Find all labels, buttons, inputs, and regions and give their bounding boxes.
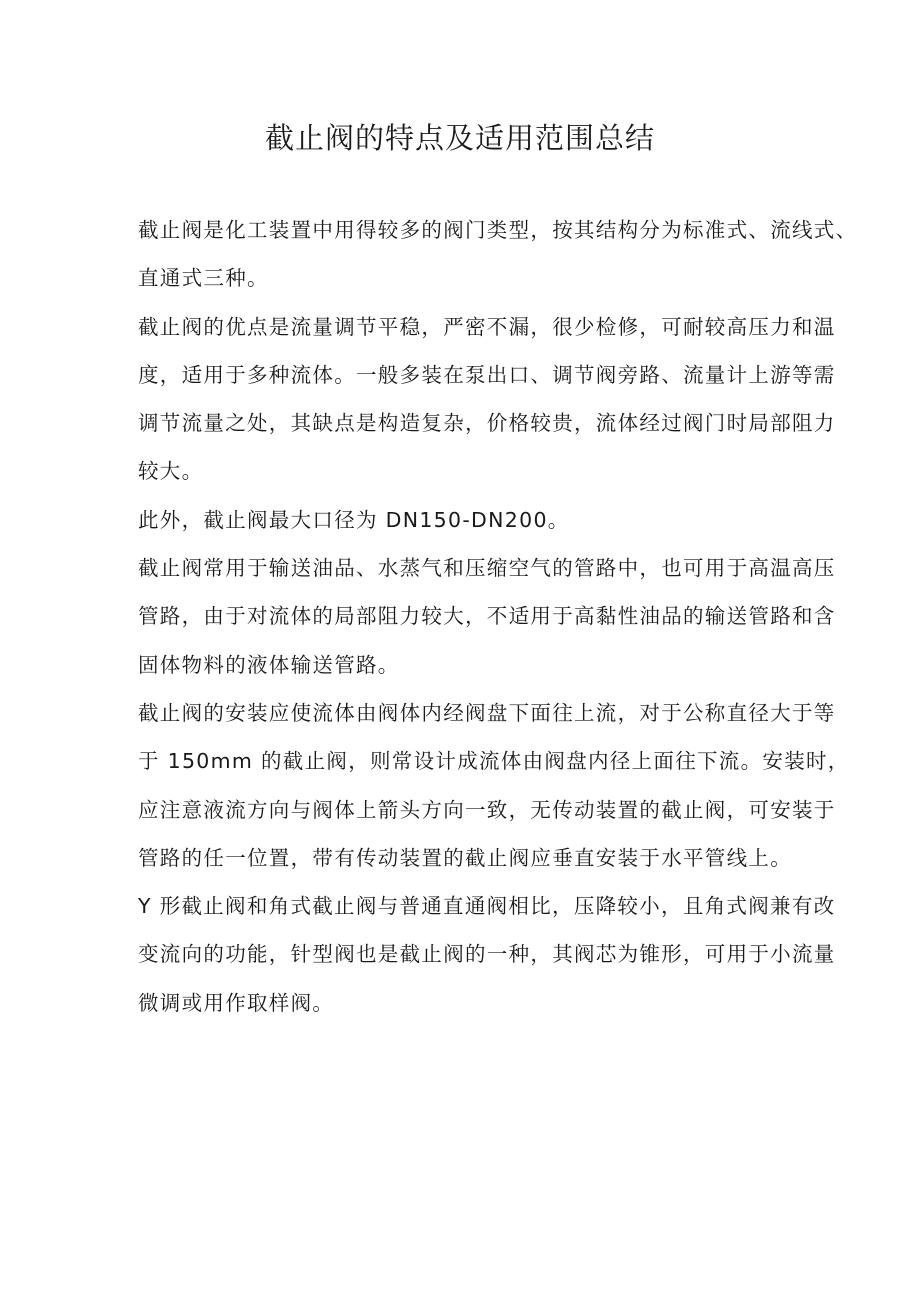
paragraph-line: 较大。 [138,459,204,484]
document-body [138,206,858,1027]
paragraph-line: 应注意液流方向与阀体上箭头方向一致，无传动装置的截止阀，可安装于 [138,797,836,822]
paragraph-line: 管路的任一位置，带有传动装置的截止阀应垂直安装于水平管线上。 [138,845,792,870]
document-title: 截止阀的特点及适用范围总结 [264,121,655,155]
paragraph-line: 此外，截止阀最大口径为 DN150-DN200。 [138,507,570,532]
paragraph [138,544,836,689]
paragraph-line: 截止阀的优点是流量调节平稳，严密不漏，很少检修，可耐较高压力和温 [138,314,836,339]
paragraph-line: Y 形截止阀和角式截止阀与普通直通阀相比，压降较小，且角式阀兼有改 [138,894,836,919]
paragraph-line: 变流向的功能，针型阀也是截止阀的一种，其阀芯为锥形，可用于小流量 [138,942,836,967]
paragraph [138,689,850,882]
paragraph-line: 直通式三种。 [138,266,269,291]
paragraph-line: 固体物料的液体输送管路。 [138,652,400,677]
paragraph-line: 截止阀是化工装置中用得较多的阀门类型，按其结构分为标准式、流线式、 [138,218,858,242]
paragraph [138,882,836,1027]
paragraph-line: 管路，由于对流体的局部阻力较大，不适用于高黏性油品的输送管路和含 [138,604,836,629]
paragraph [138,496,818,544]
paragraph [138,206,858,303]
paragraph [138,303,836,496]
paragraph-line: 调节流量之处，其缺点是构造复杂，价格较贵，流体经过阀门时局部阻力 [138,411,836,436]
paragraph-line: 微调或用作取样阀。 [138,990,335,1015]
paragraph-line: 度，适用于多种流体。一般多装在泵出口、调节阀旁路、流量计上游等需 [138,362,836,387]
paragraph-line: 截止阀常用于输送油品、水蒸气和压缩空气的管路中，也可用于高温高压 [138,556,836,581]
paragraph-line: 于 150mm 的截止阀，则常设计成流体由阀盘内径上面往下流。安装时， [138,749,850,774]
paragraph-line: 截止阀的安装应使流体由阀体内经阀盘下面往上流，对于公称直径大于等 [138,700,836,725]
